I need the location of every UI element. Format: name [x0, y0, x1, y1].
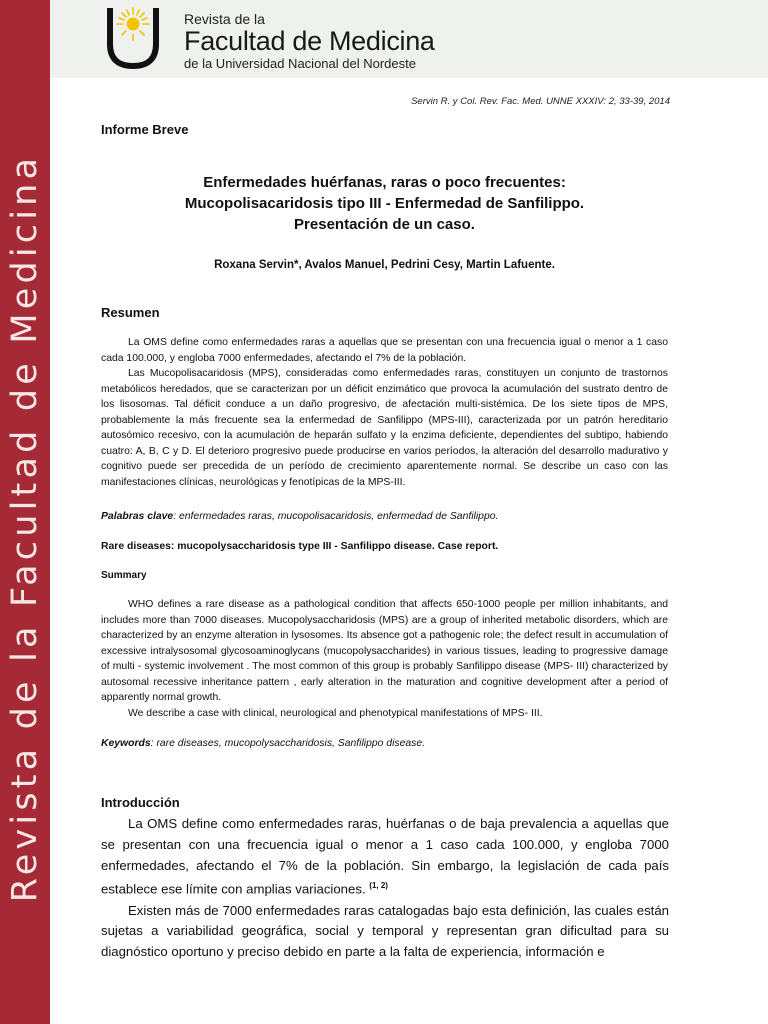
title-line1: Enfermedades huérfanas, raras o poco frecuentes: [203, 174, 566, 191]
keywords-label-es: Palabras clave [101, 511, 174, 522]
title-line3: Presentación de un caso. [294, 216, 475, 233]
intro-paragraph-1-text: La OMS define como enfermedades raras, huérfanas o de baja prevalencia a aquellas que se presentan con una frecuencia igual o menor a 1 caso cada 100.000, y engloba 7000 enfermedades, afectando el 7% de la población. Sin embargo, la legislación de cada país establece ese límite con amplias variaciones. [101, 816, 669, 897]
keywords-text-en: : rare diseases, mucopolysaccharidosis, Sanfilippo disease. [150, 738, 426, 749]
summary-body [101, 597, 668, 721]
intro-reference: (1, 2) [369, 881, 388, 891]
resumen-paragraph-1: La OMS define como enfermedades raras a aquellas que se presentan con una frecuencia igual o menor a 1 caso cada 100.000, y engloba 7000 enfermedades, afectando el 7% de la población. [101, 337, 668, 364]
summary-keywords [101, 738, 668, 749]
summary-paragraph-1: WHO defines a rare disease as a pathological condition that affects 650-1000 people per million inhabitants, and includes more than 7000 diseases. Mucopolysaccharidosis (MPS) are a group of inherited metabolic disorders, which are characterized by an enzyme alteration in lysosomes. Its absence got a pathogenic role; the defect result in accumulation of excessive intralysosomal glycosoaminoglycans (mucopolysaccharides) in various tissues, leading to progressive damage of multi - systemic involvement . The most common of this group is probably Sanfilippo disease (MPS- III) characterized by autosomal recessive inheritance pattern , early alteration in the maturation and cognitive development after a period of apparently normal growth. [101, 599, 668, 703]
resumen-body [101, 335, 668, 490]
intro-paragraph-2: Existen más de 7000 enfermedades raras catalogadas bajo esta definición, las cuales están sujetas a variabilidad geográfica, social y temporal y representan gran dificultad para su diagnóstico oportuno y preciso debido en parte a la falta de experiencia, información e [101, 902, 669, 960]
keywords-label-en: Keywords [101, 738, 151, 749]
title-line2: Mucopolisacaridosis tipo III - Enfermedad de Sanfilippo. [184, 195, 585, 212]
article-title [101, 172, 668, 235]
intro-body [101, 814, 669, 963]
summary-paragraph-2: We describe a case with clinical, neurological and phenotypical manifestations of MPS- III. [128, 707, 543, 719]
journal-title-line2: Facultad de Medicina [184, 26, 435, 56]
section-label: Informe Breve [101, 122, 189, 137]
sidebar-journal-name: Revista de la Facultad de Medicina [5, 153, 45, 903]
university-logo-icon [104, 4, 162, 70]
summary-heading: Summary [101, 570, 147, 581]
journal-title [184, 12, 435, 70]
journal-title-line1: Revista de la [184, 11, 265, 27]
resumen-heading: Resumen [101, 305, 160, 320]
english-title: Rare diseases: mucopolysaccharidosis type III - Sanfilippo disease. Case report. [101, 541, 499, 552]
authors: Roxana Servin*, Avalos Manuel, Pedrini Cesy, Martin Lafuente. [214, 259, 555, 271]
citation: Servin R. y Col. Rev. Fac. Med. UNNE XXXIV: 2, 33-39, 2014 [411, 96, 670, 107]
intro-heading: Introducción [101, 795, 180, 810]
keywords-text-es: : enfermedades raras, mucopolisacaridosis, enfermedad de Sanfilippo. [173, 511, 499, 522]
resumen-paragraph-2: Las Mucopolisacaridosis (MPS), consideradas como enfermedades raras, constituyen un conjunto de trastornos metabólicos heredados, que se caracterizan por un déficit enzimático que provoca la acumulación del sustrato dentro de los lisosomas. Tal déficit conduce a un daño progresivo, de afectación multi-sistémica. De los siete tipos de MPS, probablemente la más frecuente sea la enfermedad de Sanfilippo (MPS-III), caracterizada por un patrón hereditario autosómico recesivo, con la acumulación de heparán sulfato y la enzima deficiente, dependientes del subtipo, habiendo cuatro: A, B, C y D. El deterioro progresivo puede producirse en varios períodos, la alteración del desarrollo madurativo y cognitivo puede ser precedida de un período de crecimiento aparentemente normal. Se describe un caso con las manifestaciones clínicas, neurológicas y fenotípicas de la MPS-III. [101, 368, 668, 488]
resumen-keywords [101, 511, 668, 522]
intro-paragraph-1 [101, 814, 669, 901]
journal-title-line3: de la Universidad Nacional del Nordeste [184, 56, 416, 71]
